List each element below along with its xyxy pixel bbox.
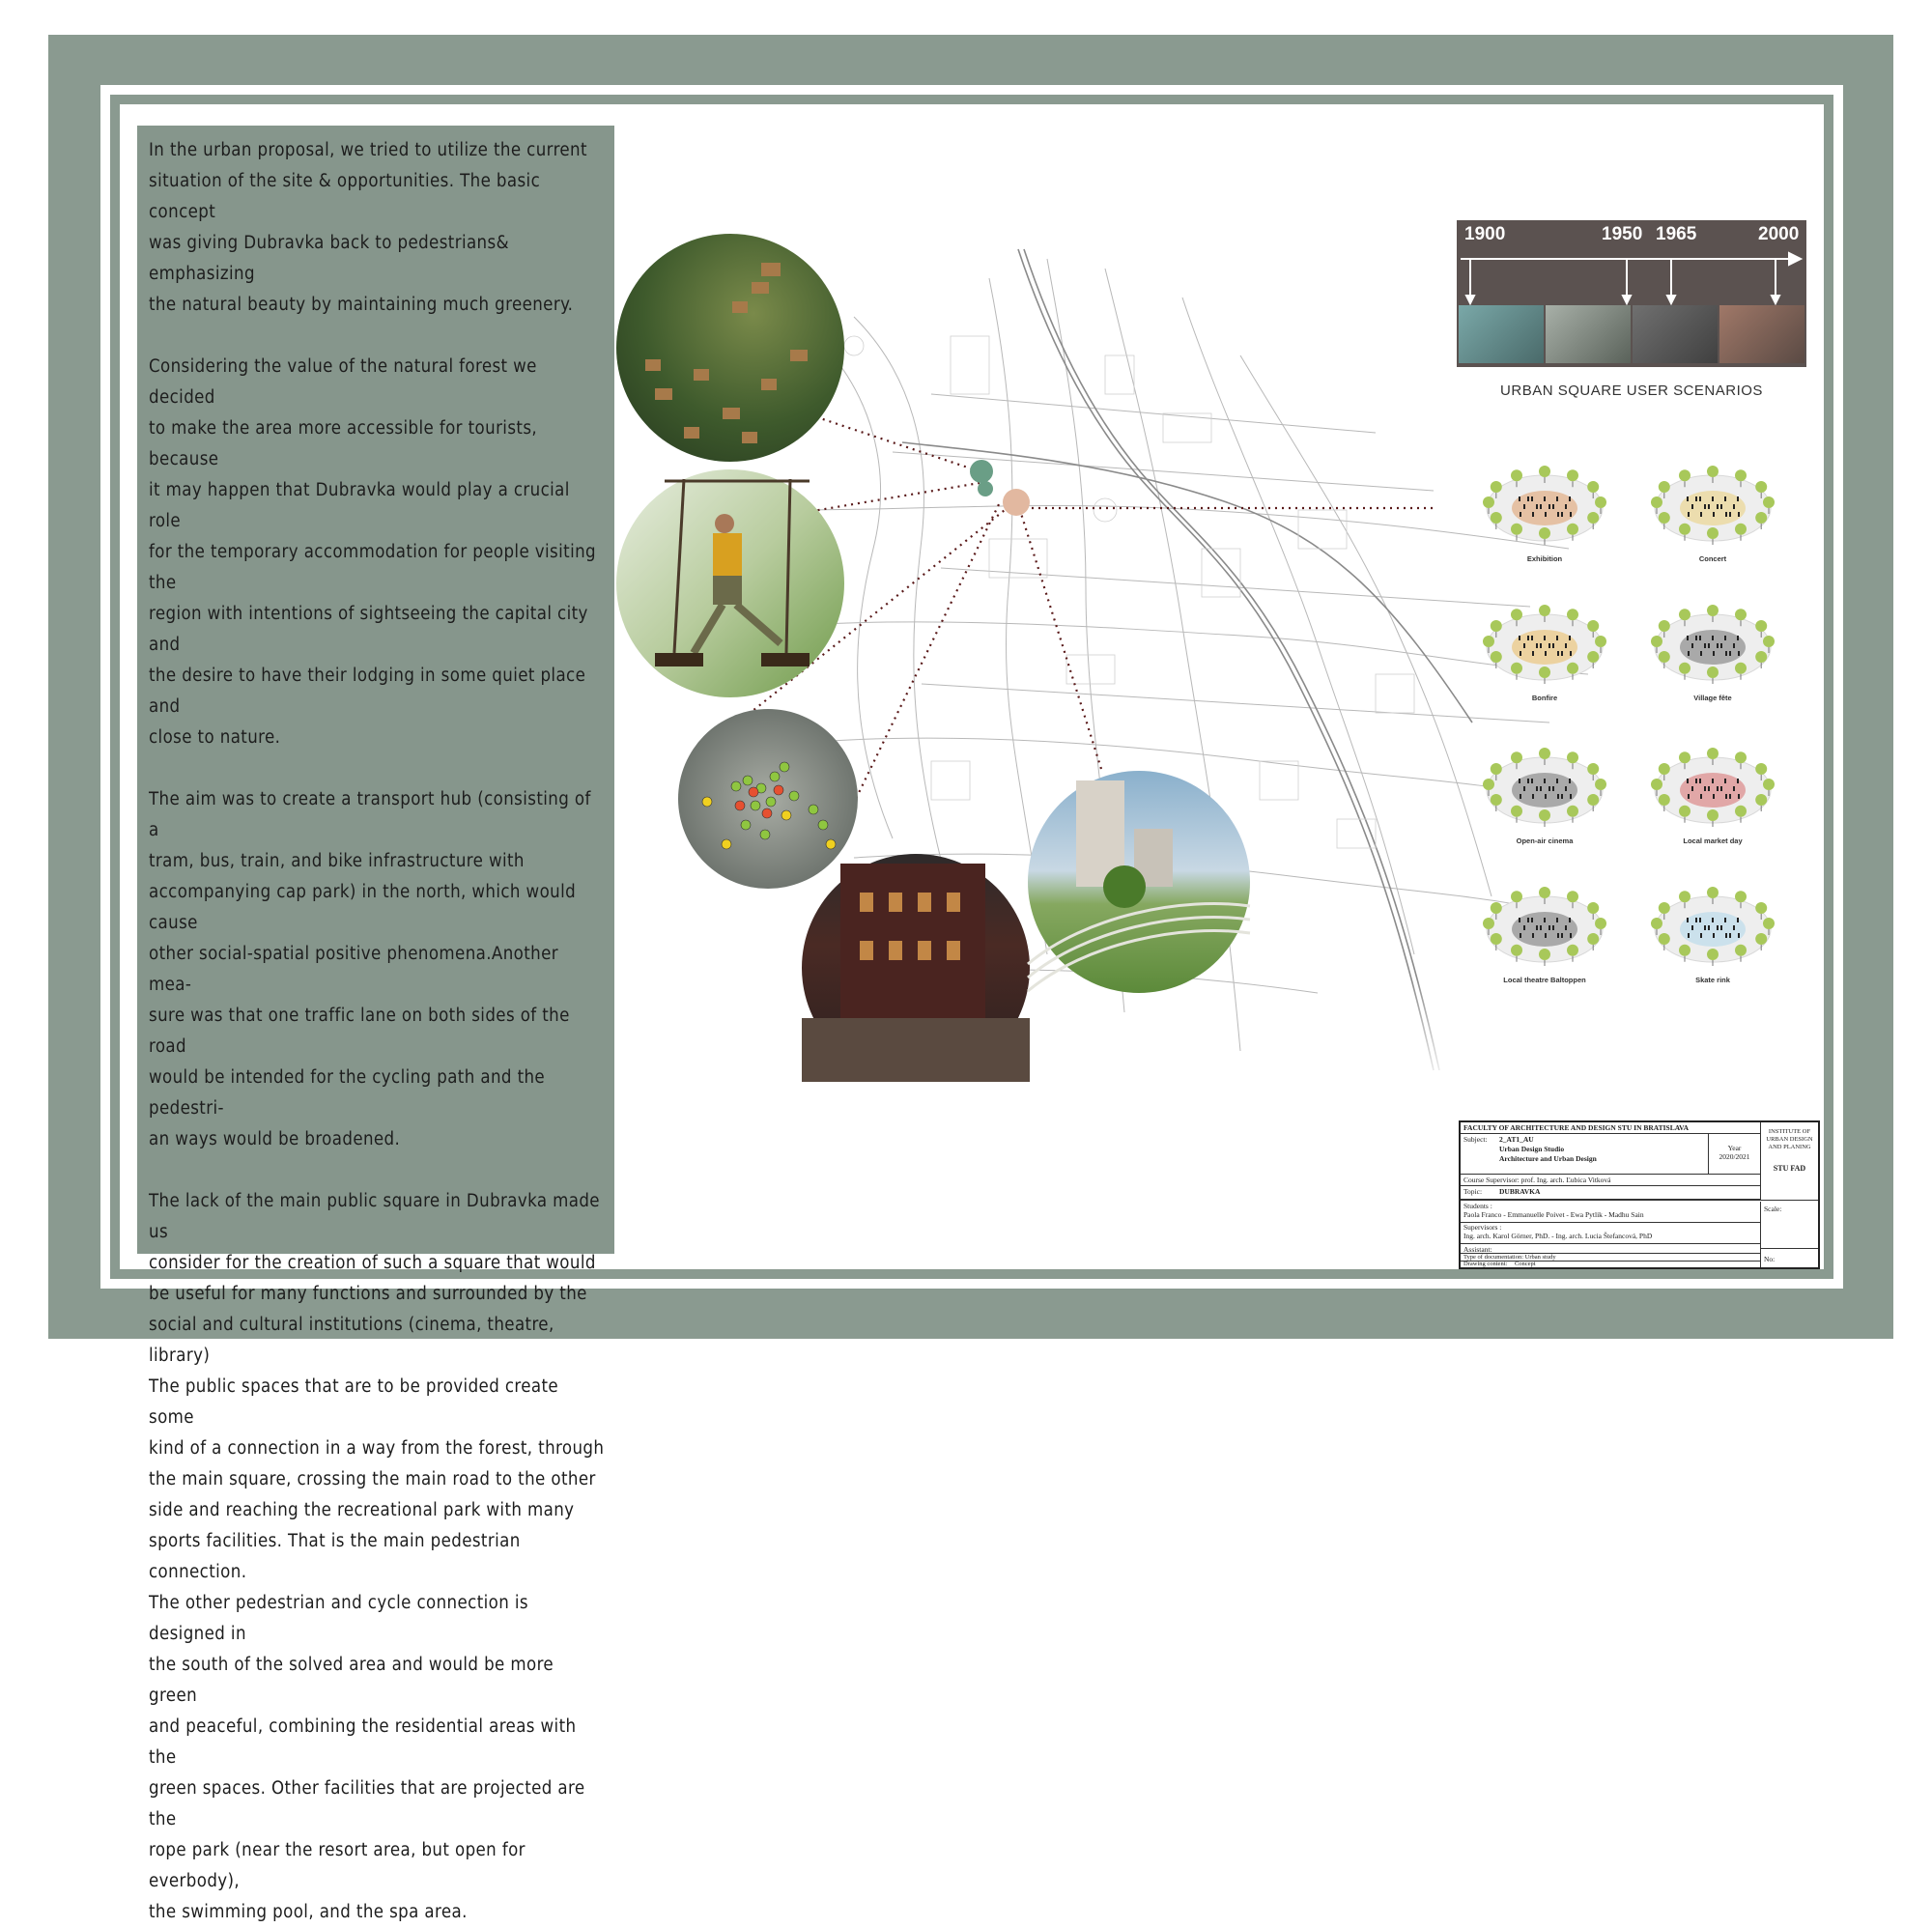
scenario-illustration — [1640, 869, 1785, 976]
tb-supervisors-label: Supervisors : — [1463, 1223, 1502, 1232]
timeline-photo-1900 — [1459, 305, 1544, 363]
scenario-illustration — [1640, 730, 1785, 836]
tb-scale-cell — [1760, 1202, 1818, 1248]
tb-assistant-label: Assistant: — [1461, 1244, 1760, 1254]
concept-paragraph-3: The aim was to create a transport hub (consisting of a tram, bus, train, and bike infrastructure with accompanying cap park) in the north, which would cause other social-spatial positive phenomena.Another mea- sure was that one traffic lane on both sides of the road would be intended for the cycling path and the pedestri- an ways would be broadened. — [149, 789, 591, 1149]
tb-no-label: No: — [1764, 1255, 1776, 1263]
tb-subject-code: 2_AT1_AU — [1499, 1135, 1534, 1144]
leader-line-square — [838, 500, 1001, 835]
scenario-label: Concert — [1698, 554, 1727, 563]
scenario-label: Open-air cinema — [1516, 836, 1574, 845]
stu-fad-logo: STU FAD — [1773, 1164, 1806, 1173]
recreational-park-photo — [1028, 771, 1250, 993]
scenario-tile — [1472, 730, 1617, 846]
tb-doc-type: Type of documentation: Urban study — [1461, 1254, 1760, 1262]
scenario-illustration — [1640, 587, 1785, 694]
scenario-tile — [1472, 448, 1617, 564]
tb-students-value: Paola Franco - Emmanuelle Poivet - Ewa Pytlik - Madhu Sain — [1463, 1210, 1644, 1219]
scenario-illustration — [1472, 730, 1617, 836]
tb-drawing-content-label: Drawing content: — [1463, 1261, 1508, 1267]
scenario-label: Exhibition — [1526, 554, 1563, 563]
concept-paragraph-4: The lack of the main public square in Dubravka made us consider for the creation of such a square that would be useful for many functions and surrounded by the social and cultural institutions (cinema, theatre, library) The public spaces that are to be provided create some kind of a connection in a way from the forest, through the main square, crossing the main road to the other side and reaching the recreational park with many sports facilities. That is the main pedestrian connection. The other pedestrian and cycle connection is designed in the south of the solved area and would be more green and peaceful, combining the residential areas with the green spaces. Other facilities that are projected are the rope park (near the resort area, but open for everbody), the swimming pool, and the spa area. — [149, 1191, 605, 1922]
tb-scale-label: Scale: — [1764, 1205, 1782, 1213]
tb-year-label: Year — [1727, 1144, 1742, 1152]
scenario-tile — [1640, 730, 1785, 846]
hub-marker-green — [970, 460, 993, 483]
scenario-illustration — [1472, 587, 1617, 694]
scenario-label: Village fête — [1693, 694, 1732, 702]
scenario-label: Local theatre Baltoppen — [1503, 976, 1586, 984]
timeline-panel — [1457, 220, 1806, 367]
tb-subject-program: Architecture and Urban Design — [1499, 1154, 1597, 1163]
timeline-year-1965: 1965 — [1656, 224, 1697, 244]
tb-institute: INSTITUTE OF URBAN DESIGN AND PLANING — [1766, 1128, 1813, 1150]
main-square-night-photo — [802, 854, 1030, 1082]
timeline-photo-1950 — [1546, 305, 1631, 363]
scenario-tile — [1472, 587, 1617, 703]
tb-subject-name: Urban Design Studio — [1499, 1145, 1565, 1153]
tb-drawing-content-value: Concept — [1514, 1261, 1536, 1267]
tb-topic-value: DUBRAVKA — [1499, 1187, 1541, 1196]
tb-course-supervisor: Course Supervisor: prof. Ing. arch. Ľubica Vitková — [1461, 1175, 1760, 1186]
hub-marker-peach — [1003, 489, 1030, 516]
concept-paragraph-2: Considering the value of the natural forest we decided to make the area more accessible for tourists, because it may happen that Dubravka would play a crucial role for the temporary accommodation for people visiting the region with intentions of sightseeing the capital city and the desire to have their lodging in some quiet place and close to nature. — [149, 356, 597, 748]
scenarios-title: URBAN SQUARE USER SCENARIOS — [1500, 383, 1763, 399]
leader-line-park — [1018, 504, 1101, 769]
tb-students-label: Students : — [1463, 1202, 1492, 1210]
scenario-illustration — [1472, 869, 1617, 976]
scenario-label: Bonfire — [1531, 694, 1558, 702]
scenario-tile — [1640, 869, 1785, 985]
rope-park-photo — [616, 469, 844, 697]
scenario-tile — [1640, 448, 1785, 564]
tb-topic-label: Topic: — [1463, 1187, 1483, 1196]
hub-marker-green-small — [978, 481, 993, 496]
scenario-illustration — [1640, 448, 1785, 554]
timeline-year-1950: 1950 — [1602, 224, 1643, 244]
tb-faculty: FACULTY OF ARCHITECTURE AND DESIGN STU IN BRATISLAVA — [1461, 1122, 1760, 1134]
scenario-label: Skate rink — [1695, 976, 1730, 984]
tb-year-value: 2020/2021 — [1719, 1152, 1750, 1161]
scenario-label: Local market day — [1683, 836, 1743, 845]
tb-subject-label: Subject: — [1463, 1135, 1488, 1144]
title-block — [1459, 1120, 1820, 1269]
scenario-tile — [1640, 587, 1785, 703]
timeline-photo-2000 — [1719, 305, 1804, 363]
scenario-tile — [1472, 869, 1617, 985]
forest-resort-photo — [616, 234, 844, 462]
tb-number-cell — [1760, 1248, 1818, 1267]
timeline-arrow-icon — [1457, 220, 1806, 307]
tb-supervisors-value: Ing. arch. Karol Görner, PhD. - Ing. arch. Lucia Štefancová, PhD — [1463, 1232, 1653, 1240]
scenario-illustration — [1472, 448, 1617, 554]
poster-sheet — [120, 104, 1824, 1922]
concept-paragraph-1: In the urban proposal, we tried to utilize the current situation of the site & opportunities. The basic concept was giving Dubravka back to pedestrians& emphasizing the natural beauty by maintaining much greenery. — [149, 140, 587, 315]
timeline-year-1900: 1900 — [1464, 224, 1506, 244]
timeline-photo-1965 — [1633, 305, 1718, 363]
timeline-year-2000: 2000 — [1758, 224, 1800, 244]
